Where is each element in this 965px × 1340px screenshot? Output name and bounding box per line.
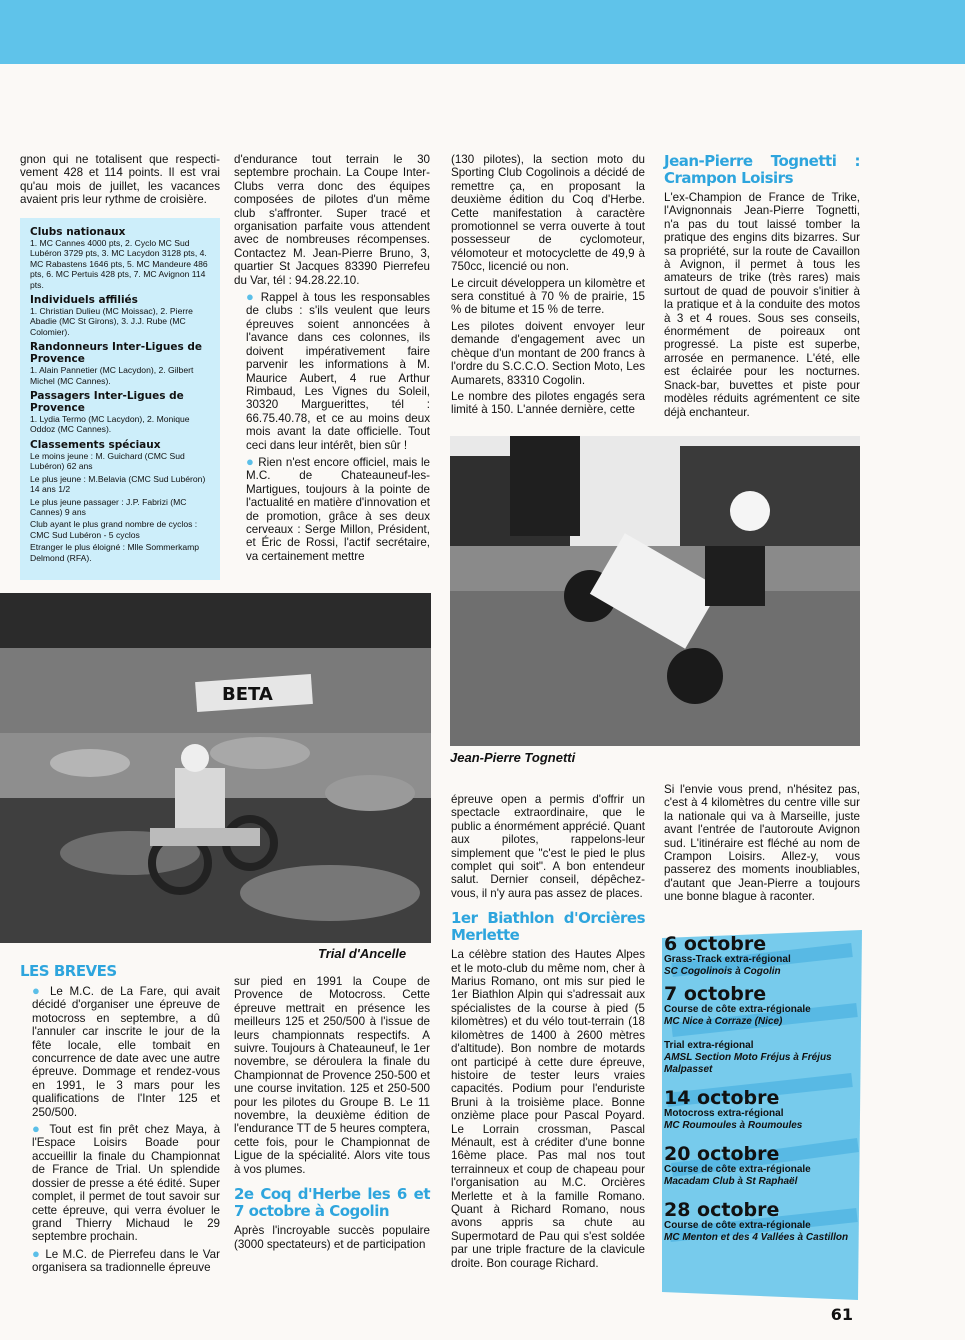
special-5: Etranger le plus éloigné : Mlle Sommerkamp Delmond (RFA). bbox=[30, 542, 200, 563]
column-4-top bbox=[664, 153, 860, 422]
cal-date-1: 6 octobre bbox=[664, 933, 767, 955]
cal-place-6: MC Menton et des 4 Vallées à Castillon bbox=[664, 1232, 849, 1243]
cal-date-4: 14 octobre bbox=[664, 1087, 780, 1109]
calendar bbox=[662, 930, 862, 1300]
cal-event-3: Trial extra-régional bbox=[664, 1040, 754, 1051]
bullet-icon: ● bbox=[32, 1245, 41, 1261]
trial-caption: Trial d'Ancelle bbox=[318, 946, 407, 961]
intro-paragraph: gnon qui ne totalisent que respecti-vement 428 et 114 points. Il est vrai qu'au mois de juillet, les vacances avaient pris leur rythme de croisière. bbox=[20, 153, 220, 207]
coq-intro-paragraph: Après l'incroyable succès populaire (3000 spectateurs) et de participation bbox=[234, 1224, 430, 1251]
provence-paragraph: sur pied en 1991 la Coupe de Provence de Motocross. Cette épreuve mettrait en présence les meilleurs 125 et 250/500 à l'issue de leurs championnats respectifs. A suivre. Toujours à Chateauneuf, le 1er novembre, se déroulera la finale du Championnat de Provence 250-500 et une course invitation. 125 et 250-500 pour les pilotes du Groupe B. Le 11 novembre, la deuxième édition de l'endurance TT de 5 heures comptera, cette fois, pour le Championnat de Ligue de la spécialité. Alors vite tous à vos plumes. bbox=[234, 975, 430, 1176]
column-2-top bbox=[234, 153, 430, 566]
special-2: Le plus jeune : M.Belavia (CMC Sud Lubéron) 14 ans 1/2 bbox=[30, 473, 206, 495]
coq-paragraph-2: Le circuit développera un kilomètre et sera constitué à 70 % de prairie, 15 % de bitume et 15 % de terre. bbox=[451, 276, 645, 317]
cal-event-1: Grass-Track extra-régional bbox=[664, 954, 791, 965]
trial-image bbox=[0, 593, 431, 943]
coq-paragraph-1: (130 pilotes), la section moto du Sporting Club Cogolinois a décidé de remettre ça, en proposant la deuxième édition du Coq d'Herbe. Cette manifestation à caractère promotionnel se verra ouverte à tout possesseur de cyclomoteur, vélomoteur et motocyclette de 49,9 à 750cc, licencié ou non. bbox=[451, 153, 645, 274]
special-4: Club ayant le plus grand nombre de cyclos : CMC Sud Lubéron - 5 cyclos bbox=[30, 519, 198, 540]
cal-date-5: 20 octobre bbox=[664, 1143, 780, 1165]
biathlon-heading: 1er Biathlon d'Orcières Merlette bbox=[451, 909, 645, 945]
passengers-heading: Passagers Inter-Ligues de Provence bbox=[30, 390, 184, 415]
bullet-icon: ● bbox=[32, 1121, 44, 1137]
clubs-results: 1. MC Cannes 4000 pts, 2. Cyclo MC Sud Lubéron 3729 pts, 3. MC Lacydon 3128 pts, 4. MC Rabastens 1646 pts, 5. MC Mandeure 486 pts, 6. MC Pertuis 428 pts, 7. MC Avignon 114 pts. bbox=[30, 238, 208, 290]
column-1-intro bbox=[20, 153, 220, 210]
trial-photo bbox=[0, 593, 431, 943]
biathlon-paragraph: La célèbre station des Hautes Alpes et le moto-club du même nom, cher à Marius Romano, ont mis sur pied le 1er Biathlon Alpin qui s'adressait aux spécialistes de la course à pied (5 kilomètres) et du vélo tout-terrain (18 kilomètres de 1400 à 2600 mètres d'altitude). Bon nombre de motards ont participé à cette dure épreuve, histoire de tester leurs vraies capacités. Podium pour l'enduriste Bruni à la troisième place. Bonne onzième place pour Pascal Poyard. Le Lorrain crossman, Pascal Ménault, est à créditer d'une bonne 16ème place. Pas mal nos tout terrainneux et coup de chapeau pour l'organisation au M.C. Orcières Merlette et à la famille Romano. Quant à Richard Romano, nous avons appris sa chute au Supermotard de Pau qui s'est soldée par une triple fracture de la clavicule droite. Bon courage Richard. bbox=[451, 948, 645, 1270]
itinerary-paragraph: Si l'envie vous prend, n'hésitez pas, c'est à 4 kilomètres du centre ville sur la nationale qui va à Marseille, juste avant l'entrée de l'autoroute Avignon sud. L'itinéraire est fléché au nom de Crampon Loisirs. Allez-y, vous passerez des moments inoubliables, d'autant que Jean-Pierre a toujours une bonne blague à raconter. bbox=[664, 783, 860, 904]
rappel-text: Rappel à tous les responsables de clubs : s'ils veulent que leurs épreuves soient annoncées à l'avance dans ces colonnes, ils doivent impérativement faire parvenir les informations à M. Maurice Aubert, 4 rue Arthur Rimbaud, Les Vignes du Soleil, 30320 Marguerittes, tél : 66.75.40.78, et ce au moins deux mois avant la date officielle. Tout ceci dans leur intérêt, bien sûr ! bbox=[246, 291, 430, 452]
randonneurs-heading: Randonneurs Inter-Ligues de Provence bbox=[30, 341, 203, 366]
coq-paragraph-4: Le nombre des pilotes engagés sera limité à 150. L'année dernière, cette bbox=[451, 389, 645, 417]
coq-paragraph-3: Les pilotes doivent envoyer leur demande d'engagement avec un chèque d'un montant de 200 francs à l'ordre du S.C.C.O. Section Moto, Les Aumarets, 83310 Cogolin. bbox=[451, 319, 645, 387]
beta-banner: BETA bbox=[222, 684, 273, 705]
chateauneuf-paragraph bbox=[234, 455, 430, 563]
cal-place-1: SC Cogolinois à Cogolin bbox=[664, 966, 781, 977]
bullet-icon: ● bbox=[246, 453, 255, 469]
breves-column bbox=[20, 963, 220, 1278]
column-3-top bbox=[451, 153, 645, 420]
tognetti-paragraph: L'ex-Champion de France de Trike, l'Avignonnais Jean-Pierre Tognetti, n'a pas du tout laissé tomber la pratique des engins dits bizarres. Sur sa propriété, sur la route de Cavaillon à Avignon, il permet à tous les amateurs de trike (très rares) mais surtout de quad de pouvoir s'initier à la pratique et à la conduite des motos à 3 et 4 roues. Sous ses conseils, énormément de poireaux ont progressé. La piste est superbe, arrosée en permanence. L'été, elle est éclairée pour les nocturnes. Snack-bar, buvettes et piste pour modèles réduits agrémentent ce site déjà enchanteur. bbox=[664, 191, 860, 419]
coq-heading: 2e Coq d'Herbe les 6 et 7 octobre à Cogolin bbox=[234, 1185, 430, 1221]
results-box bbox=[20, 218, 220, 580]
cal-date-2: 7 octobre bbox=[664, 983, 767, 1005]
individuals-heading: Individuels affiliés bbox=[30, 294, 138, 307]
breves-paragraph-1 bbox=[20, 984, 220, 1119]
breves-text-1: Le M.C. de La Fare, qui avait décidé d'organiser une épreuve de motocross en septembre, a dû l'annuler car inscrite le jour de la fête locale, elle tombait en concurrence de date avec une autre épreuve. Dommage et rendez-vous en 1991, le 3 mars pour les qualifications de l'Inter 125 et 250/500. bbox=[32, 985, 220, 1119]
tognetti-caption: Jean-Pierre Tognetti bbox=[450, 750, 576, 765]
cal-event-4: Motocross extra-régional bbox=[664, 1108, 784, 1119]
column-2-bottom bbox=[234, 975, 430, 1254]
individuals-results: 1. Christian Dulieu (MC Moissac), 2. Pierre Abadie (MC St Girons), 3. J.J. Rube (MC Colomier). bbox=[30, 306, 193, 337]
cal-event-2: Course de côte extra-régionale bbox=[664, 1004, 811, 1015]
chateauneuf-text: Rien n'est encore officiel, mais le M.C. de Chateauneuf-les-Martigues, toujours à la pointe de l'actualité en matière d'innovation et de promotion, grâce à ses deux cerveaux : Serge Millon, Président, et Éric de Rossi, l'actif secrétaire, va certainement mettre bbox=[246, 455, 430, 563]
breves-text-2: Tout est fin prêt chez Maya, à l'Espace Loisirs Boade pour accueillir la finale du Championnat de France de Trial. Un splendide dossier de presse a été édité. Super complet, il permet de tout savoir sur cette épreuve, qui verra évoluer le grand Thierry Michaud le 29 septembre prochain. bbox=[32, 1123, 221, 1244]
cal-place-5: Macadam Club à St Raphaël bbox=[664, 1176, 798, 1187]
tognetti-image bbox=[450, 436, 860, 746]
bullet-icon: ● bbox=[32, 983, 44, 998]
special-heading: Classements spéciaux bbox=[30, 438, 161, 451]
breves-heading: LES BREVES bbox=[20, 962, 117, 980]
calendar-list bbox=[662, 930, 862, 1244]
top-color-band bbox=[0, 0, 965, 64]
cal-place-3: AMSL Section Moto Fréjus à Fréjus Malpasset bbox=[664, 1052, 832, 1075]
passengers-results: 1. Lydia Termo (MC Lacydon), 2. Monique Oddoz (MC Cannes). bbox=[30, 414, 190, 435]
breves-text-3: Le M.C. de Pierrefeu dans le Var organisera sa tradionnelle épreuve bbox=[32, 1247, 220, 1275]
column-4-mid bbox=[664, 783, 860, 907]
tognetti-photo bbox=[450, 436, 860, 746]
randonneurs-results: 1. Alain Pannetier (MC Lacydon), 2. Gilbert Michel (MC Cannes). bbox=[30, 365, 194, 386]
breves-paragraph-2 bbox=[20, 1122, 220, 1244]
cal-event-6: Course de côte extra-régionale bbox=[664, 1220, 811, 1231]
bullet-icon: ● bbox=[246, 289, 256, 305]
rappel-paragraph bbox=[234, 290, 430, 452]
cal-date-6: 28 octobre bbox=[664, 1199, 780, 1221]
column-3-mid bbox=[451, 793, 645, 1273]
breves-paragraph-3 bbox=[20, 1247, 220, 1275]
cal-event-5: Course de côte extra-régionale bbox=[664, 1164, 811, 1175]
coupe-paragraph: d'endurance tout terrain le 30 septembre prochain. La Coupe Inter-Clubs verra donc des équipes composées de pilotes d'un même club s'affronter. Super tracé et organisation parfaite vous attendent avec de nombreuses récompenses. Contactez M. Jean-Pierre Bruno, 3, quartier St Jacques 83390 Pierrefeu du Var, tél : 94.28.22.10. bbox=[234, 153, 430, 287]
open-paragraph: épreuve open a permis d'offrir un spectacle extraordinaire, que le public a énormément apprécié. Quant aux pilotes, rappelons-leur simplement que "c'est le pied le plus complet qui soit". A bon entendeur salut. Dernier conseil, dépêchez-vous, il n'y aura pas assez de places. bbox=[451, 793, 645, 900]
clubs-heading: Clubs nationaux bbox=[30, 226, 126, 238]
special-3: Le plus jeune passager : J.P. Fabrizi (MC Cannes) 9 ans bbox=[30, 496, 187, 517]
page-number: 61 bbox=[830, 1305, 853, 1324]
cal-place-4: MC Roumoules à Roumoules bbox=[664, 1120, 803, 1131]
tognetti-heading: Jean-Pierre Tognetti : Crampon Loisirs bbox=[664, 152, 860, 187]
cal-place-2: MC Nice à Corraze (Nice) bbox=[664, 1016, 783, 1027]
special-1: Le moins jeune : M. Guichard (CMC Sud Lubéron) 62 ans bbox=[30, 450, 185, 472]
